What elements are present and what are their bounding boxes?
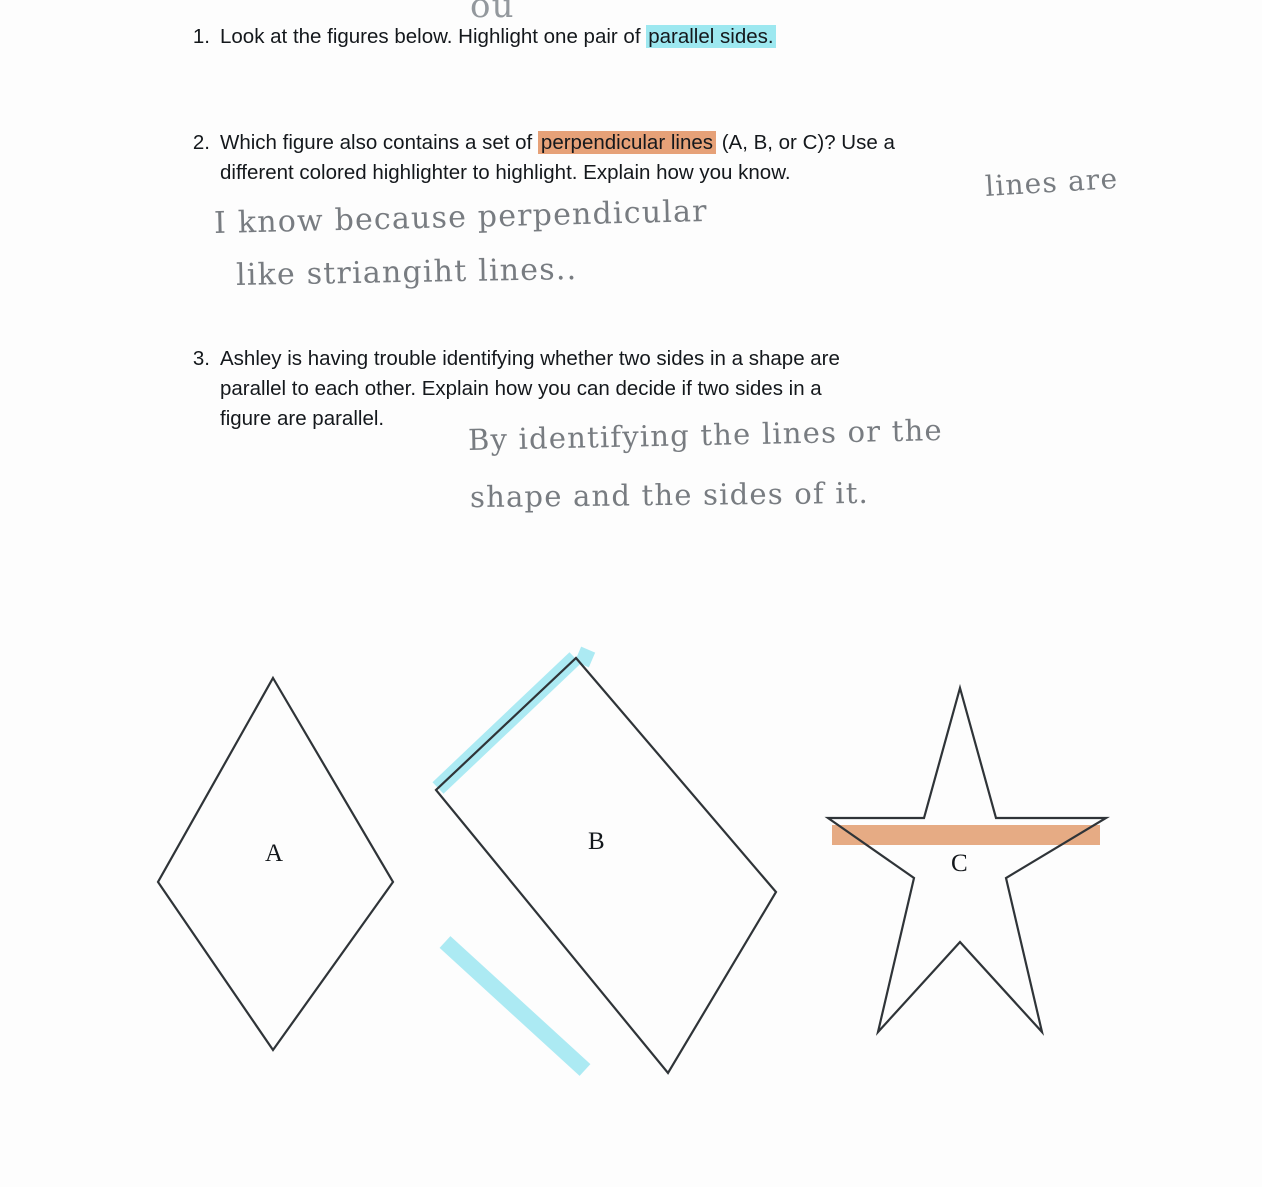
question-1-text bbox=[220, 22, 776, 52]
question-2-number: 2. bbox=[192, 131, 210, 154]
handwritten-answer-2-line-1: I know because perpendicular bbox=[213, 193, 709, 242]
question-3-number: 3. bbox=[192, 347, 210, 370]
figure-b-tilted-square bbox=[410, 630, 810, 1080]
figure-b-svg bbox=[410, 630, 810, 1080]
question-2-highlight-perpendicular-lines: perpendicular lines bbox=[538, 131, 716, 154]
figure-a-label: A bbox=[265, 840, 284, 867]
question-1-highlight-parallel-sides: parallel sides. bbox=[648, 25, 774, 48]
handwritten-answer-3-line-1: By identifying the lines or the bbox=[467, 413, 944, 457]
question-2-text-before: Which figure also contains a set of bbox=[220, 131, 538, 154]
figures-area bbox=[0, 620, 1262, 1140]
figure-c-label: C bbox=[951, 850, 968, 877]
figure-b-label: B bbox=[588, 828, 605, 855]
question-1-text-before: Look at the figures below. Highlight one pair of bbox=[220, 25, 647, 48]
question-1 bbox=[176, 22, 776, 52]
highlight-cap-top bbox=[578, 654, 592, 660]
tilted-square-outline bbox=[436, 658, 776, 1073]
question-3-text: Ashley is having trouble identifying whether two sides in a shape are parallel to each other. Explain how you can decide if two sides in a figure are parallel. bbox=[220, 347, 840, 430]
question-2-text-after: (A, B, or C)? Use a different colored highlighter to highlight. Explain how you know. bbox=[220, 131, 895, 184]
question-2-text bbox=[220, 128, 920, 188]
question-2 bbox=[176, 128, 920, 188]
handwritten-answer-3-line-2: shape and the sides of it. bbox=[469, 475, 870, 515]
highlight-parallel-side-bottom-left bbox=[445, 942, 585, 1070]
handwriting-scribble: ou bbox=[470, 0, 515, 26]
handwritten-answer-2-line-2: like striangiht lines.. bbox=[235, 252, 578, 293]
question-1-number: 1. bbox=[192, 25, 210, 48]
handwritten-answer-2-line-1-tail: lines are bbox=[984, 161, 1120, 204]
